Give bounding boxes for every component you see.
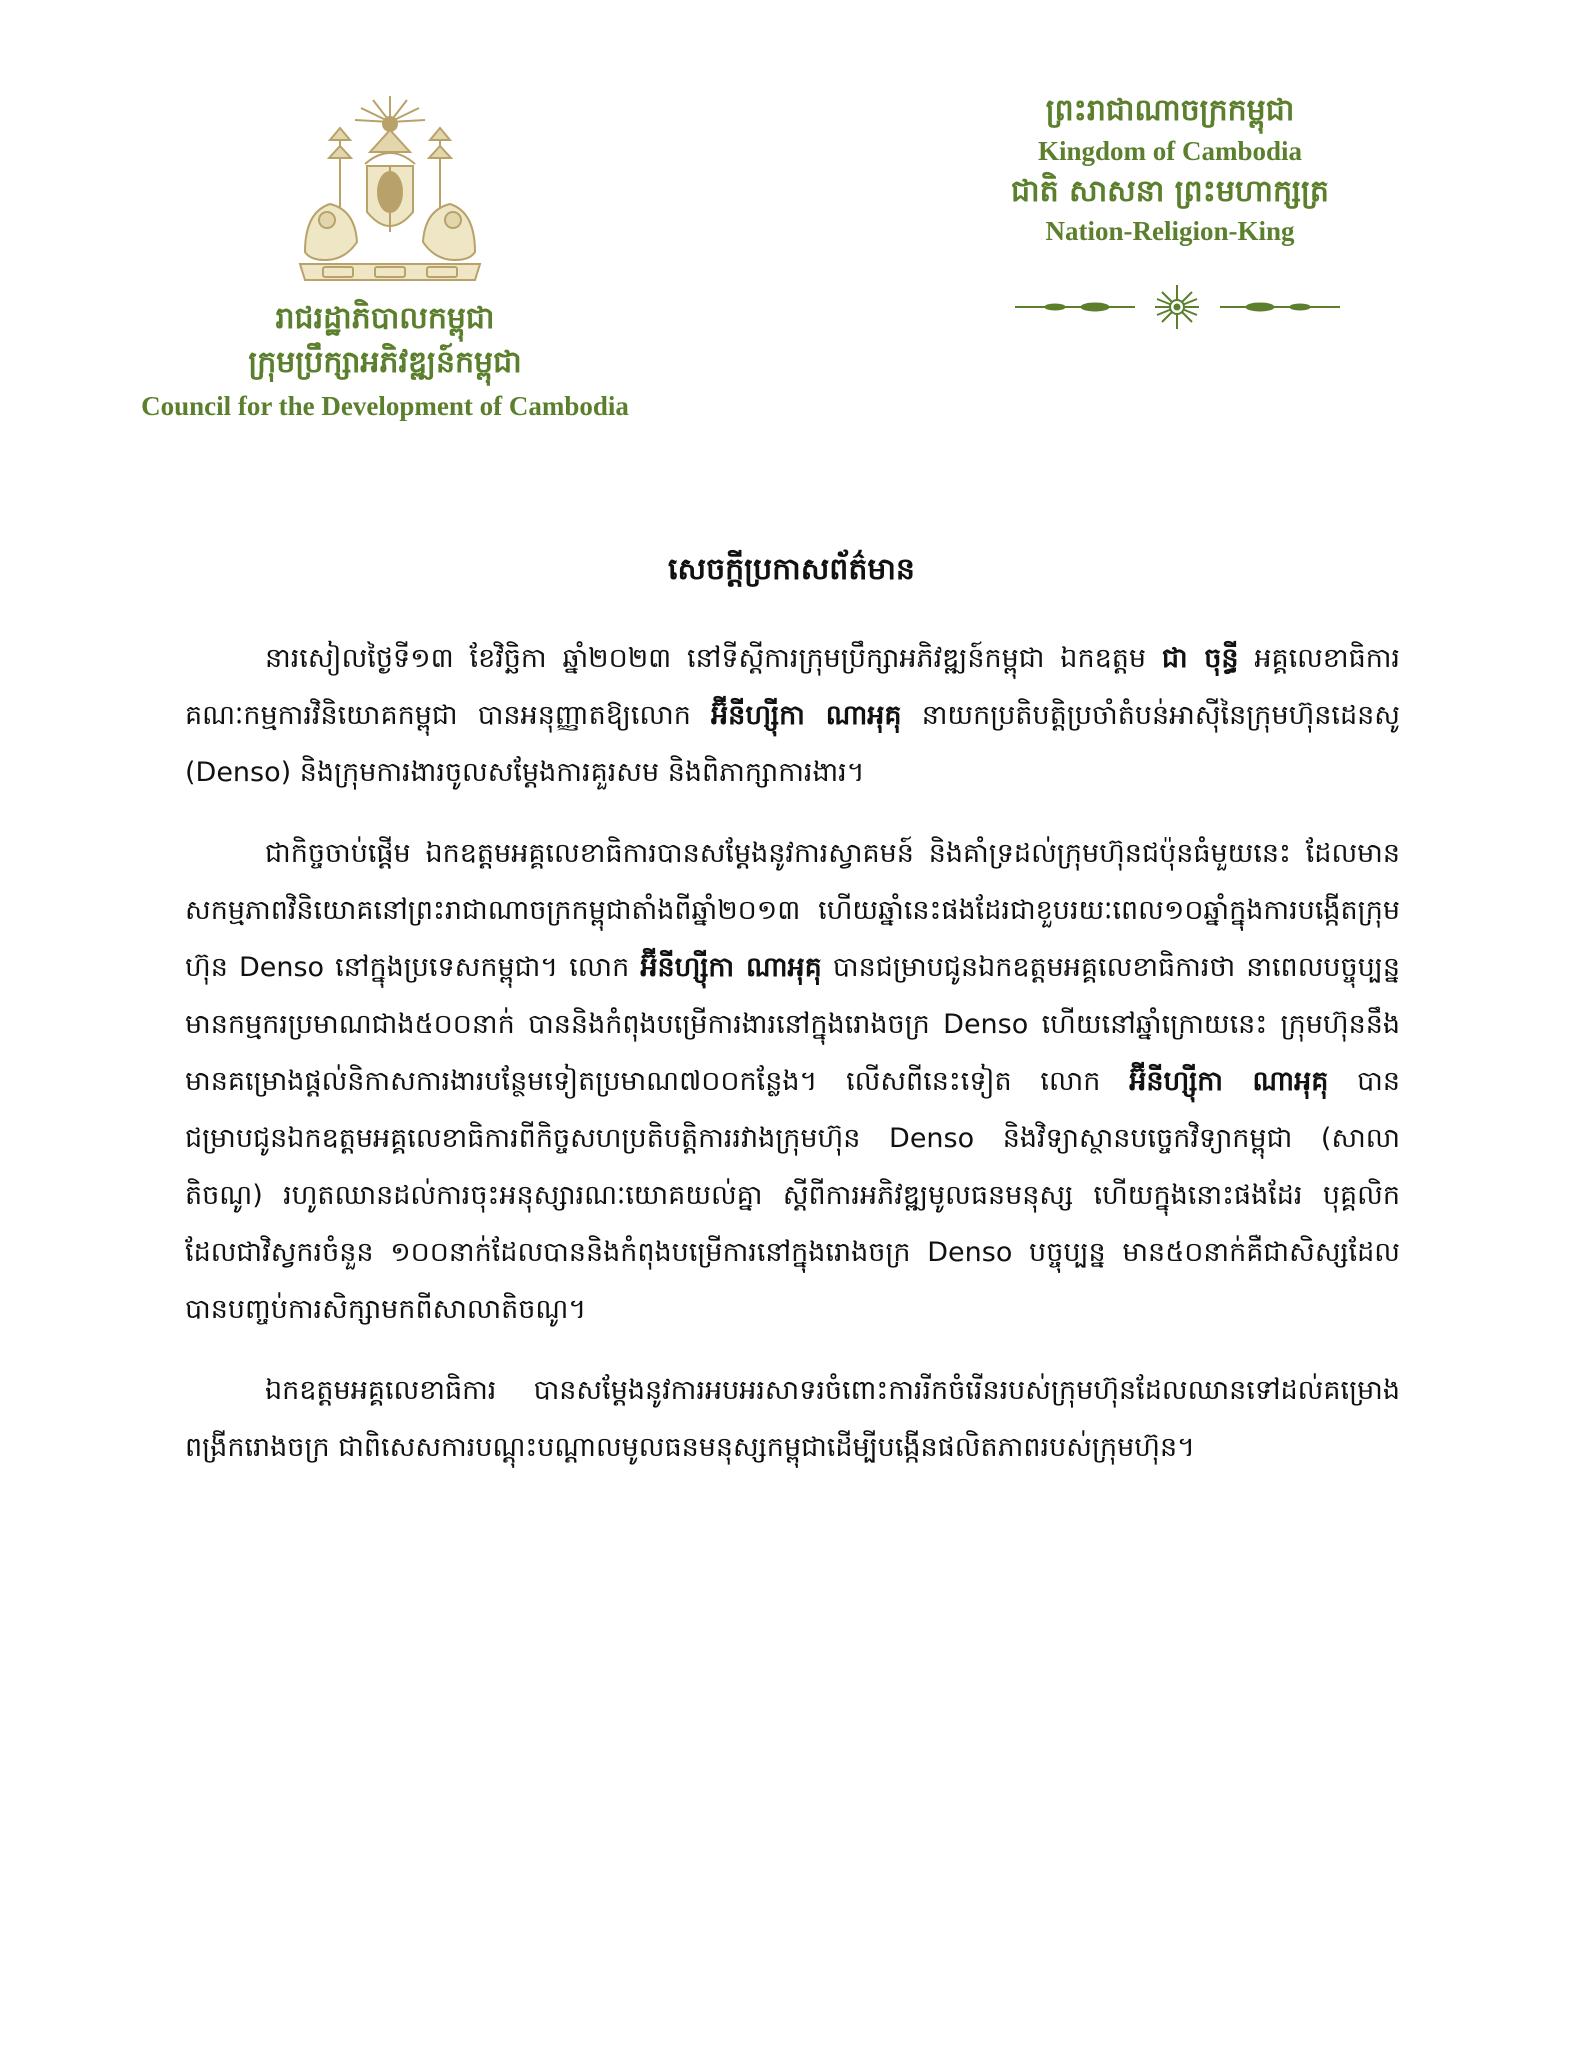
- government-name-khmer: រាជរដ្ឋាភិបាលកម្ពុជា: [275, 301, 495, 336]
- motto-khmer: ជាតិ សាសនា ព្រះមហាក្សត្រ: [1011, 173, 1329, 209]
- letterhead-right: [960, 92, 1380, 253]
- visitor-name: អ៊ីនីហ្ស៊ីកា ណាអុគុ: [711, 700, 902, 731]
- paragraph-2: [185, 825, 1400, 1338]
- visitor-name: អ៊ីនីហ្ស៊ីកា ណាអុគុ: [640, 952, 822, 983]
- paragraph-text: បានជម្រាបជូនឯកឧត្តមអគ្គលេខាធិការពីកិច្ចសហប្រតិបត្តិការរវាងក្រុមហ៊ុន Denso និងវិទ្យាស្ថានបច្ចេកវិទ្យាកម្ពុជា (សាលាតិចណូ) រហូតឈានដល់ការចុះអនុស្សារណៈយោគយល់គ្នា ស្តីពីការអភិវឌ្ឍមូលធនមនុស្ស ហើយក្នុងនោះផងដែរ បុគ្គលិកដែលជាវិស្វករចំនួន ១០០នាក់ដែលបាននិងកំពុងបម្រើការនៅក្នុងរោងចក្រ Denso បច្ចុប្បន្ន មាន៥០នាក់គឺជាសិស្សដែលបានបញ្ចប់ការសិក្សាមកពីសាលាតិចណូ។: [185, 1066, 1401, 1325]
- paragraph-text: ជាកិច្ចចាប់ផ្តើម ឯកឧត្តមអគ្គលេខាធិការបានសម្តែងនូវការស្វាគមន៍ និងគាំទ្រដល់ក្រុមហ៊ុនជប៉ុនធំមួយនេះ ដែលមានសកម្មភាពវិនិយោគនៅព្រះរាជាណាចក្រកម្ពុជាតាំងពីឆ្នាំ២០១៣ ហើយឆ្នាំនេះផងដែរជាខួបរយៈពេល១០ឆ្នាំក្នុងការបង្កើតក្រុមហ៊ុន Denso នៅក្នុងប្រទេសកម្ពុជា។ លោក: [185, 838, 1400, 983]
- paragraph-text: ឯកឧត្តមអគ្គលេខាធិការ បានសម្តែងនូវការអបអរសាទរចំពោះការរីកចំរើនរបស់ក្រុមហ៊ុនដែលឈានទៅដល់គម្រោងពង្រីករោងចក្រ ជាពិសេសការបណ្តុះបណ្តាលមូលធនមនុស្សកម្ពុជាដើម្បីបង្កើនផលិតភាពរបស់ក្រុមហ៊ុន។: [185, 1375, 1400, 1463]
- council-name-english: Council for the Development of Cambodia: [141, 391, 629, 421]
- kingdom-name-khmer: ព្រះរាជាណាចក្រកម្ពុជា: [1045, 93, 1295, 128]
- royal-coat-of-arms-icon: [285, 92, 495, 292]
- kingdom-name-english: Kingdom of Cambodia: [1037, 135, 1303, 166]
- letterhead-left: [60, 300, 710, 422]
- paragraph-text: អគ្គលេខាធិការគណៈកម្មការវិនិយោគកម្ពុជា បានអនុញ្ញាតឱ្យលោក: [185, 643, 1401, 731]
- document-title: សេចក្តីប្រកាសព័ត៌មាន: [668, 552, 915, 587]
- council-name-khmer: ក្រុមប្រឹក្សាអភិវឌ្ឍន៍កម្ពុជា: [248, 344, 522, 380]
- paragraph-text: នារសៀលថ្ងៃទី១៣ ខែវិច្ឆិកា ឆ្នាំ២០២៣ នៅទីស្តីការក្រុមប្រឹក្សាអភិវឌ្ឍន៍កម្ពុជា ឯកឧត្តម: [265, 643, 1162, 674]
- official-name: ជា ចុន្ធី: [1161, 643, 1239, 674]
- paragraph-text: បានជម្រាបជូនឯកឧត្តមអគ្គលេខាធិការថា នាពេលបច្ចុប្បន្ន មានកម្មករប្រមាណជាង៥០០នាក់ បាននិងកំពុងបម្រើការងារនៅក្នុងរោងចក្រ Denso ហើយនៅឆ្នាំក្រោយនេះ ក្រុមហ៊ុននឹងមានគម្រោងផ្តល់និកាសការងារបន្ថែមទៀតប្រមាណ៧០០កន្លែង។ លើសពីនេះទៀត លោក: [185, 952, 1400, 1097]
- paragraph-text: នាយកប្រតិបត្តិប្រចាំតំបន់អាស៊ីនៃក្រុមហ៊ុនដេនសូ (Denso) និងក្រុមការងារចូលសម្តែងការគួរសម និងពិភាក្សាការងារ។: [185, 700, 1400, 788]
- paragraph-1: [185, 630, 1400, 801]
- visitor-name: អ៊ីនីហ្ស៊ីកា ណាអុគុ: [1129, 1066, 1329, 1097]
- ornamental-divider-icon: [1015, 285, 1340, 329]
- motto-english: Nation-Religion-King: [1045, 216, 1295, 246]
- paragraph-3: [185, 1362, 1400, 1476]
- document-body: [185, 630, 1400, 1500]
